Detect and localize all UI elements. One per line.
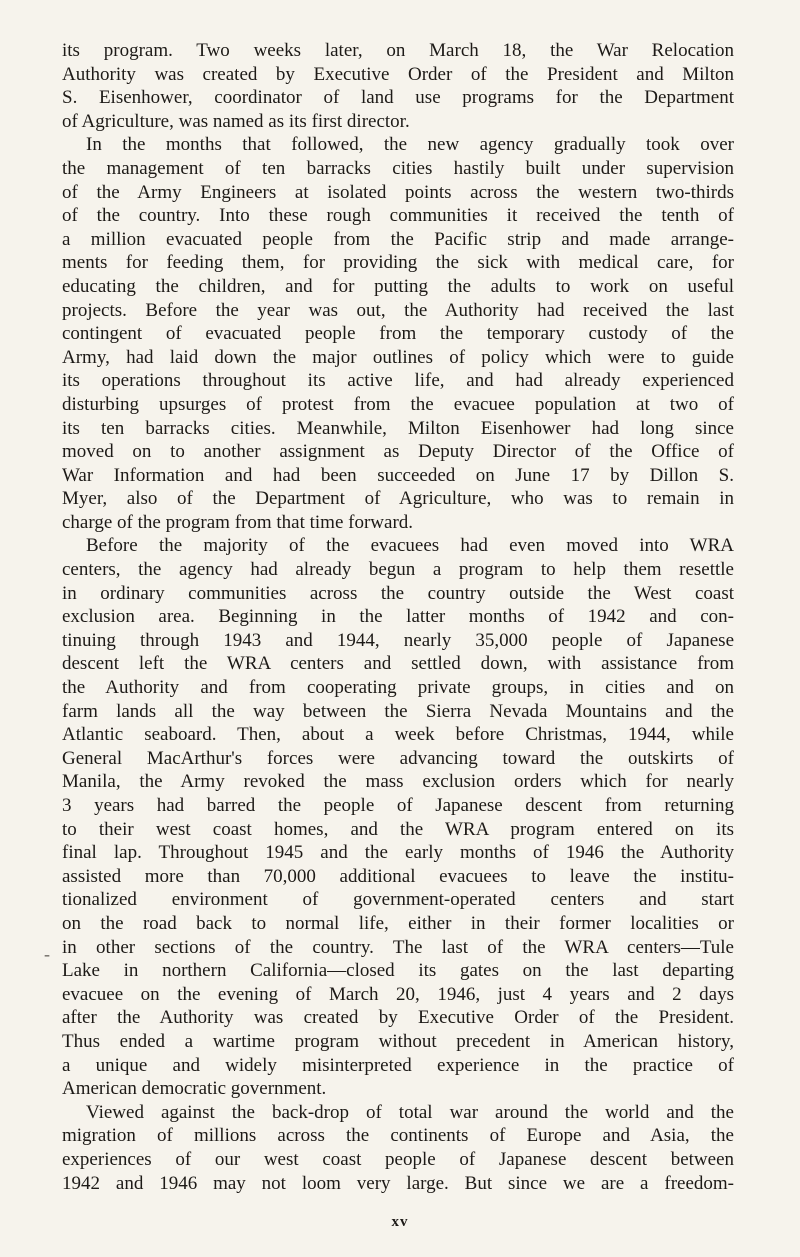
text-line: American democratic government.: [62, 1078, 327, 1100]
text-line: In the months that followed, the new agency gradually took over: [86, 134, 734, 156]
text-line: a unique and widely misinterpreted experience in the practice of: [62, 1054, 734, 1076]
text-line: Lake in northern California—closed its gates on the last departing: [62, 960, 734, 982]
page-number: xv: [391, 1214, 409, 1230]
text-line: its program. Two weeks later, on March 18, the War Relocation: [62, 40, 734, 61]
text-line: tionalized environment of government-operated centers and start: [62, 889, 734, 911]
text-line: Authority was created by Executive Order of the President and Milton: [62, 63, 734, 85]
text-line: migration of millions across the continents of Europe and Asia, the: [62, 1125, 734, 1147]
text-line: to their west coast homes, and the WRA program entered on its: [62, 818, 734, 840]
text-line: charge of the program from that time forward.: [62, 511, 414, 533]
text-line: 3 years had barred the people of Japanese descent from returning: [62, 795, 734, 816]
text-line: General MacArthur's forces were advancing toward the outskirts of: [62, 747, 734, 769]
text-line: Myer, also of the Department of Agriculture, who was to remain in: [62, 488, 734, 510]
text-line: Atlantic seaboard. Then, about a week before Christmas, 1944, while: [62, 724, 734, 746]
text-line: educating the children, and for putting the adults to work on useful: [62, 275, 734, 297]
text-line: final lap. Throughout 1945 and the early months of 1946 the Authority: [62, 842, 734, 864]
text-line: War Information and had been succeeded on June 17 by Dillon S.: [62, 464, 734, 486]
text-line: the management of ten barracks cities hastily built under supervision: [62, 157, 734, 179]
text-line: projects. Before the year was out, the Authority had received the last: [62, 299, 734, 321]
text-line: descent left the WRA centers and settled down, with assistance from: [62, 653, 734, 675]
text-line: exclusion area. Beginning in the latter months of 1942 and con-: [62, 606, 734, 628]
text-line: in other sections of the country. The last of the WRA centers—Tule: [62, 936, 734, 958]
margin-dash-mark: -: [44, 944, 50, 964]
paragraph: [62, 133, 734, 534]
text-line: farm lands all the way between the Sierra Nevada Mountains and the: [62, 700, 734, 722]
text-line: on the road back to normal life, either in their former localities or: [62, 912, 734, 934]
text-line: Manila, the Army revoked the mass exclusion orders which for nearly: [62, 771, 734, 793]
text-line: the Authority and from cooperating private groups, in cities and on: [62, 677, 734, 699]
text-line: S. Eisenhower, coordinator of land use programs for the Department: [62, 87, 734, 109]
paragraph: [62, 1101, 734, 1195]
text-line: moved on to another assignment as Deputy Director of the Office of: [62, 441, 734, 463]
text-line: experiences of our west coast people of Japanese descent between: [62, 1148, 734, 1170]
text-line: Before the majority of the evacuees had even moved into WRA: [86, 535, 734, 557]
text-line: assisted more than 70,000 additional evacuees to leave the institu-: [62, 865, 734, 887]
text-line: evacuee on the evening of March 20, 1946, just 4 years and 2 days: [62, 983, 734, 1005]
text-line: in ordinary communities across the country outside the West coast: [62, 582, 734, 604]
paragraph: [62, 534, 734, 1100]
text-line: 1942 and 1946 may not loom very large. But since we are a freedom-: [62, 1172, 734, 1194]
body-text: [62, 39, 734, 1195]
text-line: its ten barracks cities. Meanwhile, Milton Eisenhower had long since: [62, 417, 734, 439]
text-line: tinuing through 1943 and 1944, nearly 35,000 people of Japanese: [62, 629, 734, 651]
text-line: contingent of evacuated people from the temporary custody of the: [62, 323, 734, 345]
text-line: disturbing upsurges of protest from the evacuee population at two of: [62, 393, 734, 415]
text-line: centers, the agency had already begun a program to help them resettle: [62, 559, 734, 581]
text-line: Thus ended a wartime program without precedent in American history,: [62, 1030, 734, 1052]
text-line: a million evacuated people from the Pacific strip and made arrange-: [62, 228, 734, 250]
text-line: after the Authority was created by Executive Order of the President.: [62, 1007, 734, 1029]
paragraph: [62, 39, 734, 133]
text-line: Viewed against the back-drop of total war around the world and the: [86, 1101, 734, 1123]
text-line: its operations throughout its active life, and had already experienced: [62, 370, 734, 392]
text-line: of Agriculture, was named as its first director.: [62, 110, 410, 132]
text-line: of the Army Engineers at isolated points across the western two-thirds: [62, 181, 734, 203]
text-line: of the country. Into these rough communities it received the tenth of: [62, 205, 734, 227]
text-line: Army, had laid down the major outlines of policy which were to guide: [62, 346, 734, 368]
text-line: ments for feeding them, for providing the sick with medical care, for: [62, 252, 734, 274]
